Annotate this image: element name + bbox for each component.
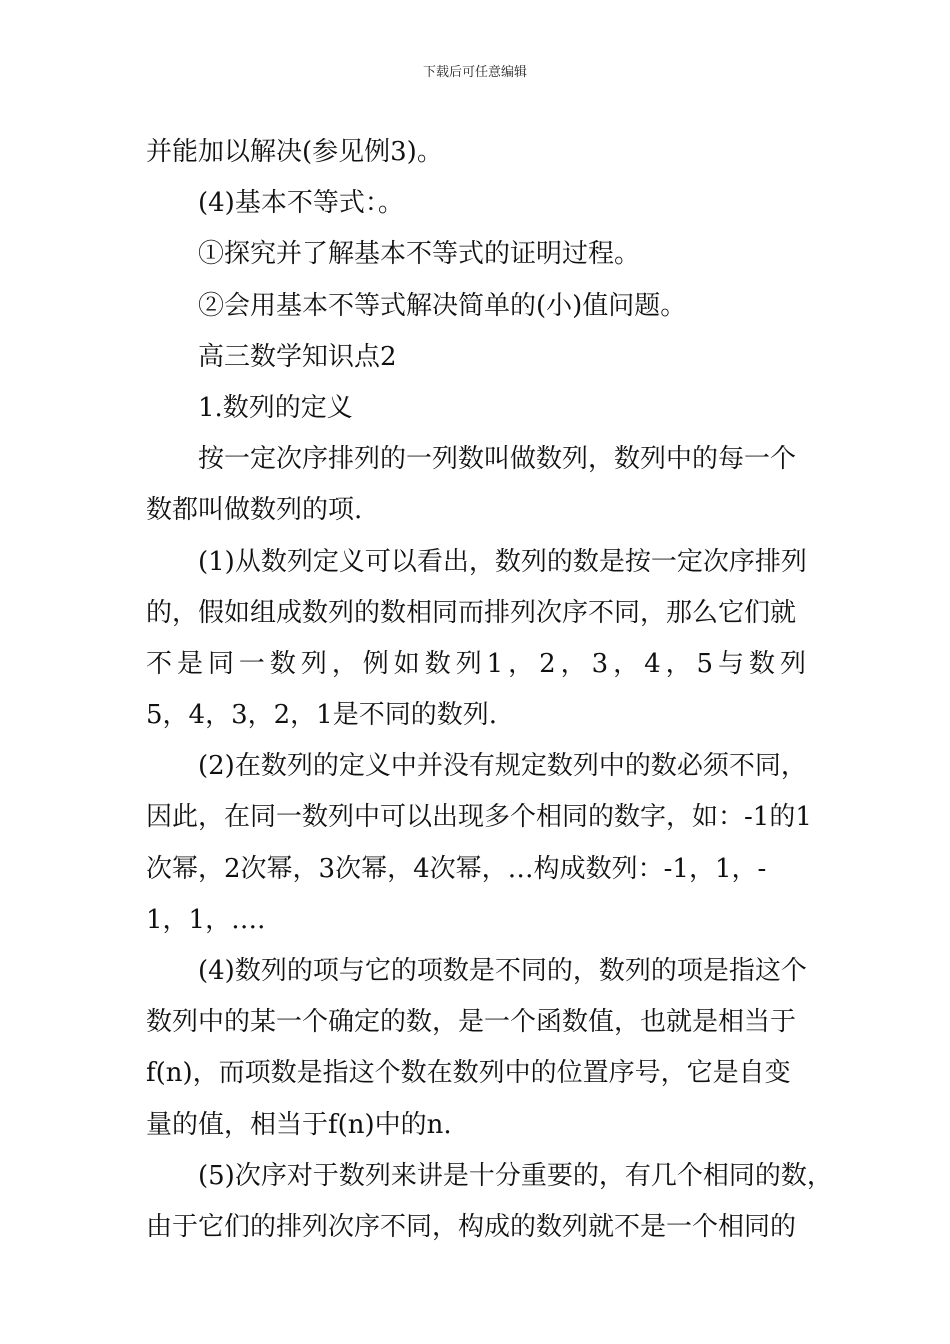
text-line: 1，1，….	[146, 904, 266, 935]
text-line: 数列中的某一个确定的数，是一个函数值，也就是相当于	[146, 1007, 797, 1038]
glyph: ，	[613, 648, 640, 679]
text-line: (2)在数列的定义中并没有规定数列中的数必须不同，	[198, 751, 807, 782]
page-header: 下载后可任意编辑	[422, 65, 527, 80]
text-line: (5)次序对于数列来讲是十分重要的，有几个相同的数，	[198, 1160, 833, 1191]
glyph: 2	[539, 648, 556, 679]
glyph: 列	[455, 648, 482, 679]
section-heading: 高三数学知识点2	[198, 341, 397, 372]
glyph: ，	[560, 648, 587, 679]
text-line: 5，4，3，2，1是不同的数列.	[146, 700, 497, 731]
justified-text-line	[146, 639, 806, 690]
text-line: 并能加以解决(参见例3)。	[146, 137, 443, 167]
text-line: 量的值，相当于f(n)中的n.	[146, 1109, 452, 1140]
text-line: (4)数列的项与它的项数是不同的，数列的项是指这个	[198, 956, 807, 986]
glyph: 5	[696, 648, 714, 679]
glyph: 与	[718, 648, 745, 679]
text-line: 按一定次序排列的一列数叫做数列，数列中的每一个	[198, 444, 797, 475]
text-line: 因此，在同一数列中可以出现多个相同的数字，如：-1的1	[146, 802, 812, 833]
glyph: 数	[749, 648, 776, 679]
glyph: 一	[238, 648, 265, 679]
text-line: (4)基本不等式：。	[198, 188, 404, 219]
glyph: 列	[779, 648, 806, 679]
glyph: ，	[331, 648, 358, 679]
glyph: 不	[146, 648, 173, 679]
glyph: 是	[176, 648, 203, 679]
glyph: 数	[269, 648, 296, 679]
glyph: 例	[362, 648, 389, 679]
subsection-heading: 1.数列的定义	[198, 392, 353, 423]
text-line: f(n)，而项数是指这个数在数列中的位置序号，它是自变	[146, 1058, 791, 1089]
glyph: 列	[300, 648, 327, 679]
text-line: 数都叫做数列的项.	[146, 495, 363, 526]
text-line: ②会用基本不等式解决简单的(小)值问题。	[198, 290, 687, 321]
glyph: 1	[486, 648, 504, 679]
glyph: ，	[508, 648, 535, 679]
text-line: (1)从数列定义可以看出，数列的数是按一定次序排列	[198, 546, 807, 577]
text-line: 次幂，2次幂，3次幂，4次幂，…构成数列：-1，1，-	[146, 853, 767, 884]
text-line: ①探究并了解基本不等式的证明过程。	[198, 239, 641, 270]
glyph: 数	[424, 648, 451, 679]
glyph: 3	[591, 648, 609, 679]
glyph: 同	[207, 648, 234, 679]
glyph: 如	[393, 648, 420, 679]
text-line: 由于它们的排列次序不同，构成的数列就不是一个相同的	[146, 1211, 797, 1242]
document-body	[146, 127, 833, 1253]
glyph: 4	[644, 648, 661, 679]
glyph: ，	[665, 648, 692, 679]
text-line: 的，假如组成数列的数相同而排列次序不同，那么它们就	[146, 597, 797, 628]
